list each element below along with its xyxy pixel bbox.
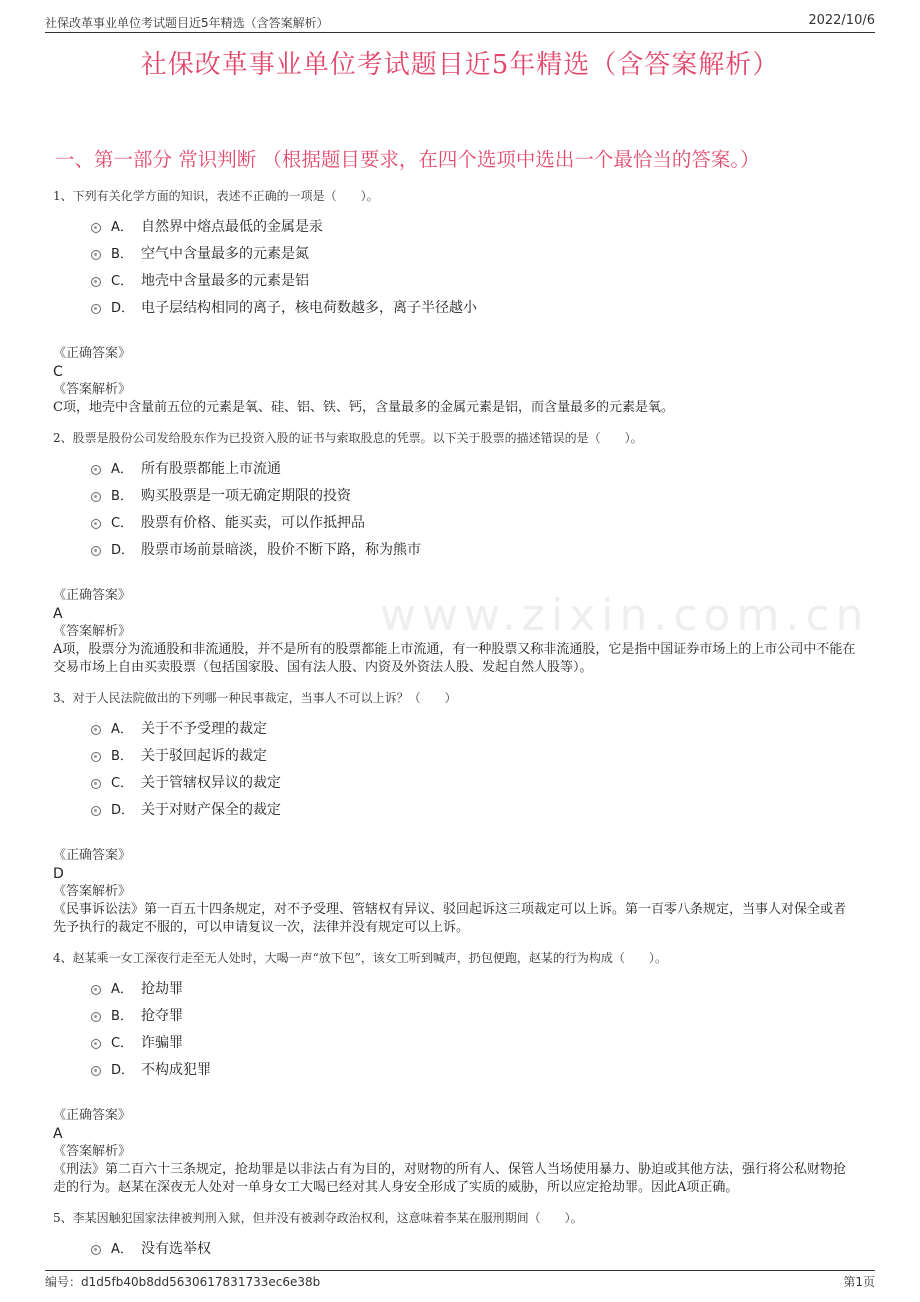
option-letter: A． [111, 462, 133, 477]
option-list [91, 974, 858, 1082]
correct-answer-label: 《正确答案》 [53, 346, 132, 361]
option-text: 关于管辖权异议的裁定 [141, 774, 281, 791]
option-item[interactable] [91, 741, 858, 768]
answer-block [53, 587, 858, 677]
question-stem: 1、下列有关化学方面的知识，表述不正确的一项是（ ）。 [53, 189, 379, 203]
radio-icon[interactable] [91, 985, 101, 995]
option-text: 关于驳回起诉的裁定 [141, 747, 267, 764]
option-list [91, 454, 858, 562]
question-5 [53, 1209, 858, 1261]
radio-icon[interactable] [91, 250, 101, 260]
question-stem: 4、赵某乘一女工深夜行走至无人处时，大喝一声“放下包”，该女工听到喊声，扔包便跑，赵某的行为构成（ ）。 [53, 951, 667, 965]
option-text: 购买股票是一项无确定期限的投资 [141, 487, 351, 504]
page-header [45, 12, 875, 33]
option-text: 股票市场前景暗淡，股价不断下路，称为熊市 [141, 541, 421, 558]
option-item[interactable] [91, 454, 858, 481]
radio-icon[interactable] [91, 546, 101, 556]
radio-icon[interactable] [91, 223, 101, 233]
option-text: 不构成犯罪 [141, 1061, 211, 1078]
explanation-text: C项，地壳中含量前五位的元素是氧、硅、铝、铁、钙，含量最多的金属元素是铝，而含量最多的元素是氧。 [53, 400, 674, 415]
question-3 [53, 689, 858, 937]
correct-answer-value: A [53, 606, 63, 622]
question-stem: 2、股票是股份公司发给股东作为已投资入股的证书与索取股息的凭票。以下关于股票的描述错误的是（ ）。 [53, 431, 643, 445]
option-letter: A． [111, 722, 133, 737]
option-item[interactable] [91, 1001, 858, 1028]
option-item[interactable] [91, 212, 858, 239]
option-item[interactable] [91, 974, 858, 1001]
option-text: 所有股票都能上市流通 [141, 460, 281, 477]
option-item[interactable] [91, 1234, 858, 1261]
question-2 [53, 429, 858, 677]
explanation-label: 《答案解析》 [53, 1144, 132, 1159]
option-text: 电子层结构相同的离子，核电荷数越多，离子半径越小 [141, 299, 477, 316]
question-1 [53, 187, 858, 417]
radio-icon[interactable] [91, 1039, 101, 1049]
watermark: www.zixin.com.cn [380, 590, 870, 641]
option-text: 没有选举权 [141, 1240, 211, 1257]
option-item[interactable] [91, 293, 858, 320]
correct-answer-label: 《正确答案》 [53, 1108, 132, 1123]
page-footer [45, 1270, 875, 1291]
option-item[interactable] [91, 1028, 858, 1055]
option-item[interactable] [91, 266, 858, 293]
correct-answer-label: 《正确答案》 [53, 588, 132, 603]
correct-answer-label: 《正确答案》 [53, 848, 132, 863]
header-document-name: 社保改革事业单位考试题目近5年精选（含答案解析） [45, 16, 329, 30]
correct-answer-value: A [53, 1126, 63, 1142]
option-item[interactable] [91, 481, 858, 508]
radio-icon[interactable] [91, 806, 101, 816]
radio-icon[interactable] [91, 1066, 101, 1076]
radio-icon[interactable] [91, 519, 101, 529]
option-letter: C． [111, 516, 134, 531]
correct-answer-value: C [53, 364, 63, 380]
option-letter: B． [111, 1009, 133, 1024]
option-item[interactable] [91, 239, 858, 266]
option-letter: B． [111, 489, 133, 504]
document-title: 社保改革事业单位考试题目近5年精选（含答案解析） [140, 50, 780, 80]
option-text: 诈骗罪 [141, 1034, 183, 1051]
option-text: 空气中含量最多的元素是氮 [141, 245, 309, 262]
option-list [91, 1234, 858, 1261]
document-id: 编号：d1d5fb40b8dd5630617831733ec6e38b [45, 1275, 321, 1289]
option-letter: C． [111, 274, 134, 289]
option-item[interactable] [91, 535, 858, 562]
question-4 [53, 949, 858, 1197]
correct-answer-value: D [53, 866, 64, 882]
option-list [91, 212, 858, 320]
radio-icon[interactable] [91, 277, 101, 287]
option-text: 关于对财产保全的裁定 [141, 801, 281, 818]
option-text: 地壳中含量最多的元素是铝 [141, 272, 309, 289]
answer-block [53, 345, 858, 417]
answer-block [53, 1107, 858, 1197]
explanation-text: 《刑法》第二百六十三条规定，抢劫罪是以非法占有为目的，对财物的所有人、保管人当场使用暴力、胁迫或其他方法，强行将公私财物抢走的行为。赵某在深夜无人处对一单身女工大喝已经对其人身安全形成了实质的威胁，所以应定抢劫罪。因此A项正确。 [53, 1162, 847, 1195]
option-item[interactable] [91, 795, 858, 822]
option-letter: D． [111, 301, 135, 316]
option-text: 抢夺罪 [141, 1007, 183, 1024]
explanation-label: 《答案解析》 [53, 884, 132, 899]
option-letter: C． [111, 1036, 134, 1051]
radio-icon[interactable] [91, 1245, 101, 1255]
section-title: 一、第一部分 常识判断 （根据题目要求，在四个选项中选出一个最恰当的答案。） [55, 148, 760, 171]
option-item[interactable] [91, 714, 858, 741]
question-stem: 3、对于人民法院做出的下列哪一种民事裁定，当事人不可以上诉？（ ） [53, 691, 457, 705]
option-text: 股票有价格、能买卖，可以作抵押品 [141, 514, 365, 531]
option-letter: B． [111, 749, 133, 764]
option-item[interactable] [91, 1055, 858, 1082]
radio-icon[interactable] [91, 465, 101, 475]
explanation-text: 《民事诉讼法》第一百五十四条规定，对不予受理、管辖权有异议、驳回起诉这三项裁定可以上诉。第一百零八条规定，当事人对保全或者先予执行的裁定不服的，可以申请复议一次，法律并没有规定可以上诉。 [53, 902, 847, 935]
header-date: 2022/10/6 [808, 13, 875, 28]
radio-icon[interactable] [91, 752, 101, 762]
option-letter: B． [111, 247, 133, 262]
explanation-label: 《答案解析》 [53, 382, 132, 397]
option-letter: D． [111, 1063, 135, 1078]
radio-icon[interactable] [91, 779, 101, 789]
explanation-text: A项，股票分为流通股和非流通股，并不是所有的股票都能上市流通，有一种股票又称非流通股，它是指中国证券市场上的上市公司中不能在交易市场上自由买卖股票（包括国家股、国有法人股、内资及外资法人股、发起自然人股等）。 [53, 642, 856, 675]
question-stem: 5、李某因触犯国家法律被判刑入狱，但并没有被剥夺政治权利，这意味着李某在服刑期间（ ）。 [53, 1211, 583, 1225]
option-letter: A． [111, 982, 133, 997]
answer-block [53, 847, 858, 937]
option-text: 抢劫罪 [141, 980, 183, 997]
option-letter: D． [111, 803, 135, 818]
option-item[interactable] [91, 508, 858, 535]
question-list [53, 187, 858, 1261]
radio-icon[interactable] [91, 1012, 101, 1022]
option-letter: A． [111, 1242, 133, 1257]
option-item[interactable] [91, 768, 858, 795]
radio-icon[interactable] [91, 304, 101, 314]
radio-icon[interactable] [91, 725, 101, 735]
option-text: 关于不予受理的裁定 [141, 720, 267, 737]
option-letter: C． [111, 776, 134, 791]
option-letter: D． [111, 543, 135, 558]
page-number: 第1页 [843, 1275, 875, 1289]
explanation-label: 《答案解析》 [53, 624, 132, 639]
option-text: 自然界中熔点最低的金属是汞 [141, 218, 323, 235]
option-list [91, 714, 858, 822]
radio-icon[interactable] [91, 492, 101, 502]
option-letter: A． [111, 220, 133, 235]
